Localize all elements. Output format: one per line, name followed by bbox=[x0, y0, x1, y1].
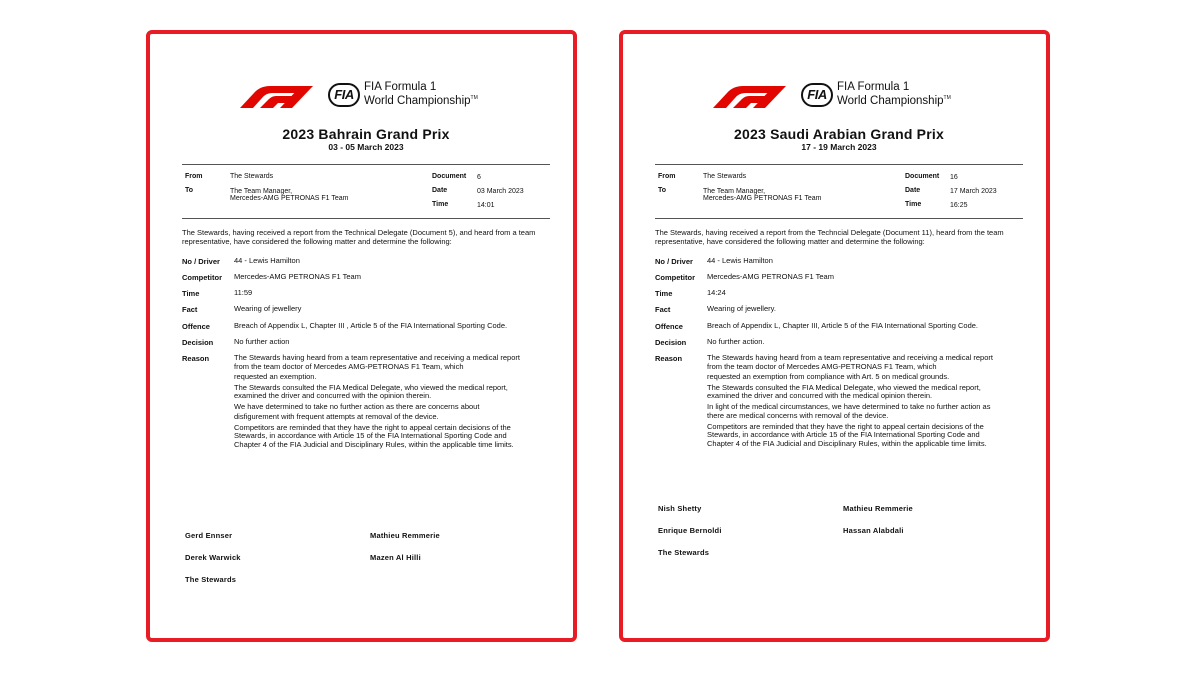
date-label: Date bbox=[432, 187, 448, 194]
driver-value: 44 - Lewis Hamilton bbox=[707, 256, 773, 265]
wordmark-line2: World Championship™ bbox=[837, 94, 951, 107]
divider bbox=[182, 164, 550, 165]
reason-paragraph: disfigurement with frequent attempts at removal of the device. bbox=[234, 412, 439, 421]
competitor-label: Competitor bbox=[655, 273, 695, 282]
trademark: TM bbox=[943, 95, 951, 101]
fact-value: Wearing of jewellery. bbox=[707, 304, 776, 313]
reason-paragraph: Competitors are reminded that they have the right to appeal certain decisions of the Stewards, in accordance with Article 15 of the FIA International Sporting Code and Chapter 4 of the FIA Judicial and Disciplinary Rules, within the applicable time limits. bbox=[234, 422, 514, 449]
document-label: Document bbox=[432, 173, 467, 180]
f1-fia-logo bbox=[240, 82, 500, 112]
reason-text bbox=[234, 354, 534, 451]
decision-label: Decision bbox=[182, 338, 214, 347]
offence-value: Breach of Appendix L, Chapter III, Article 5 of the FIA International Sporting Code. bbox=[707, 321, 978, 330]
competitor-value: Mercedes-AMG PETRONAS F1 Team bbox=[234, 272, 361, 281]
to-value-line1: The Team Manager, bbox=[703, 188, 766, 195]
steward-signature: Derek Warwick bbox=[185, 553, 241, 562]
date-value: 03 March 2023 bbox=[477, 188, 524, 195]
from-value: The Stewards bbox=[703, 173, 747, 180]
event-title: 2023 Bahrain Grand Prix bbox=[282, 126, 450, 142]
f1-logo-icon bbox=[240, 86, 326, 108]
fact-label: Fact bbox=[655, 305, 671, 314]
reason-paragraph: Competitors are reminded that they have the right to appeal certain decisions of the Stewards, in accordance with Article 15 of the FIA International Sporting Code and Chapter 4 of the FIA Judicial and Disciplinary Rules, within the applicable time limits. bbox=[707, 421, 987, 448]
trademark: TM bbox=[470, 95, 478, 101]
wordmark-line1: FIA Formula 1 bbox=[837, 81, 910, 93]
document-number: 16 bbox=[950, 174, 958, 181]
decision-label: Decision bbox=[655, 338, 687, 347]
incident-time-label: Time bbox=[655, 289, 673, 298]
fia-badge: FIA bbox=[328, 83, 360, 107]
divider bbox=[655, 164, 1023, 165]
time-value: 14:01 bbox=[477, 202, 495, 209]
wordmark-line2: World Championship™ bbox=[364, 94, 478, 107]
steward-signature: Mazen Al Hilli bbox=[370, 553, 421, 562]
document-label: Document bbox=[905, 173, 940, 180]
reason-paragraph: In light of the medical circumstances, we have determined to take no further action as bbox=[707, 401, 991, 411]
steward-signature: Gerd Ennser bbox=[185, 531, 233, 540]
steward-signature: Mathieu Remmerie bbox=[843, 504, 913, 513]
competitor-label: Competitor bbox=[182, 273, 222, 282]
time-value: 16:25 bbox=[950, 202, 968, 209]
fia-badge: FIA bbox=[801, 83, 833, 107]
to-label: To bbox=[185, 187, 194, 194]
intro-paragraph: The Stewards, having received a report from the Technical Delegate (Document 5), and heard from a team representative, have considered the following matter and determine the following: bbox=[182, 228, 536, 246]
divider bbox=[655, 218, 1023, 219]
driver-label: No / Driver bbox=[655, 257, 693, 266]
time-label: Time bbox=[905, 201, 922, 208]
f1-logo-icon bbox=[713, 86, 799, 108]
competitor-value: Mercedes-AMG PETRONAS F1 Team bbox=[707, 272, 834, 281]
reason-paragraph: The Stewards having heard from a team representative and receiving a medical report from the team doctor of Mercedes AMG-PETRONAS F1 Team, which bbox=[234, 353, 520, 371]
document-number: 6 bbox=[477, 174, 481, 181]
offence-value: Breach of Appendix L, Chapter III , Article 5 of the FIA International Sporting Code. bbox=[234, 321, 508, 330]
incident-time-label: Time bbox=[182, 289, 200, 298]
incident-time-value: 14:24 bbox=[707, 288, 726, 297]
date-label: Date bbox=[905, 187, 921, 194]
reason-paragraph: The Stewards having heard from a team representative and receiving a medical report from the team doctor of Mercedes AMG-PETRONAS F1 Team, which bbox=[707, 353, 993, 371]
championship-wordmark bbox=[364, 82, 478, 107]
wordmark-line1: FIA Formula 1 bbox=[364, 81, 437, 93]
incident-time-value: 11:59 bbox=[234, 288, 253, 297]
driver-label: No / Driver bbox=[182, 257, 220, 266]
championship-wordmark bbox=[837, 82, 951, 107]
to-value-line1: The Team Manager, bbox=[230, 188, 293, 195]
steward-signature: Mathieu Remmerie bbox=[370, 531, 440, 540]
reason-text bbox=[707, 354, 1007, 450]
reason-paragraph: We have determined to take no further action as there are concerns about bbox=[234, 401, 480, 411]
divider bbox=[182, 218, 550, 219]
decision-value: No further action bbox=[234, 337, 290, 346]
offence-label: Offence bbox=[655, 322, 683, 331]
fact-value: Wearing of jewellery bbox=[234, 304, 302, 313]
from-label: From bbox=[185, 173, 203, 180]
from-label: From bbox=[658, 173, 676, 180]
reason-label: Reason bbox=[182, 354, 210, 363]
document-bahrain bbox=[146, 30, 577, 642]
event-title: 2023 Saudi Arabian Grand Prix bbox=[734, 126, 944, 142]
event-dates: 17 - 19 March 2023 bbox=[801, 142, 877, 152]
fact-label: Fact bbox=[182, 305, 198, 314]
signatures-footer: The Stewards bbox=[185, 575, 237, 584]
reason-label: Reason bbox=[655, 354, 683, 363]
driver-value: 44 - Lewis Hamilton bbox=[234, 256, 300, 265]
steward-signature: Enrique Bernoldi bbox=[658, 526, 722, 535]
f1-fia-logo bbox=[713, 82, 973, 112]
reason-paragraph: requested an exemption from compliance with Art. 5 on medical grounds. bbox=[707, 372, 950, 381]
to-value-line2: Mercedes-AMG PETRONAS F1 Team bbox=[230, 195, 349, 202]
event-dates: 03 - 05 March 2023 bbox=[328, 142, 404, 152]
to-label: To bbox=[658, 187, 667, 194]
document-saudi-arabia bbox=[619, 30, 1050, 642]
from-value: The Stewards bbox=[230, 173, 274, 180]
date-value: 17 March 2023 bbox=[950, 188, 997, 195]
time-label: Time bbox=[432, 201, 449, 208]
steward-signature: Hassan Alabdali bbox=[843, 526, 904, 535]
offence-label: Offence bbox=[182, 322, 210, 331]
intro-paragraph: The Stewards, having received a report from the Techncial Delegate (Document 11), heard from the team representative, have considered the following matter and determine the following: bbox=[655, 228, 1004, 246]
reason-paragraph: there are medical concerns with removal of the device. bbox=[707, 411, 889, 420]
steward-signature: Nish Shetty bbox=[658, 504, 702, 513]
reason-paragraph: The Stewards consulted the FIA Medical Delegate, who viewed the medical report, examined the driver and concurred with the opinion therein. bbox=[234, 382, 508, 400]
decision-value: No further action. bbox=[707, 337, 765, 346]
reason-paragraph: requested an exemption. bbox=[234, 372, 317, 381]
signatures-footer: The Stewards bbox=[658, 548, 710, 557]
to-value-line2: Mercedes-AMG PETRONAS F1 Team bbox=[703, 195, 822, 202]
reason-paragraph: The Stewards consulted the FIA Medical Delegate, who viewed the medical report, examined the driver and concurred with the medical opinion therein. bbox=[707, 382, 981, 400]
